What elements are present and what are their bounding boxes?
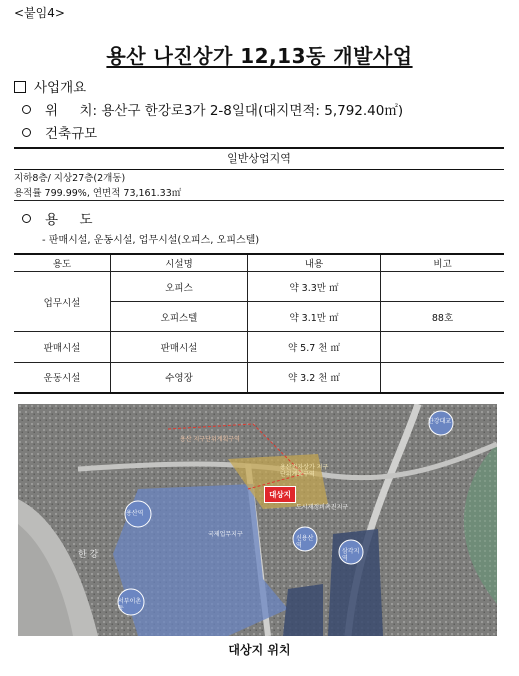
site-location-map xyxy=(18,404,497,636)
page-title: 용산 나진상가 12,13동 개발사업 xyxy=(106,44,413,68)
scale-heading: 건축규모 xyxy=(22,122,97,142)
table-row: 판매시설 판매시설 약 5.7 천 ㎡ xyxy=(14,332,504,363)
map-label: 용산역 xyxy=(126,510,144,517)
map-label: 삼각지역 xyxy=(342,548,360,562)
table-row: 오피스텔 약 3.1만 ㎡ 88호 xyxy=(14,302,504,332)
circle-bullet-icon xyxy=(22,105,31,114)
map-caption: 대상지 위치 xyxy=(228,643,291,657)
table-header: 내용 xyxy=(248,254,381,272)
use-heading: 용 도 xyxy=(22,208,93,228)
overview-heading: 사업개요 xyxy=(14,76,86,96)
map-label: 국제업무지구 xyxy=(208,531,243,538)
table-row: 운동시설 수영장 약 3.2 천 ㎡ xyxy=(14,363,504,393)
river-label: 한 강 xyxy=(78,550,99,560)
location-line: 위 치: 용산구 한강로3가 2-8일대(대지면적: 5,792.40㎡) xyxy=(22,99,403,119)
map-label: 용산 지구단위계획구역 xyxy=(180,436,240,443)
zoning-band: 일반상업지역 xyxy=(14,147,504,170)
ratio-text: 용적률 799.99%, 연면적 73,161.33㎡ xyxy=(14,188,182,199)
table-header: 시설명 xyxy=(111,254,248,272)
square-bullet-icon xyxy=(14,81,26,93)
map-label: 서부이촌동 xyxy=(118,598,142,612)
circle-bullet-icon xyxy=(22,214,31,223)
table-row: 업무시설 오피스 약 3.3만 ㎡ xyxy=(14,272,504,302)
map-label: 도시재정비촉진지구 xyxy=(296,504,349,511)
use-description: - 판매시설, 운동시설, 업무시설(오피스, 오피스텔) xyxy=(42,235,260,246)
map-label: 한강대교 xyxy=(428,418,452,425)
table-header: 비고 xyxy=(381,254,505,272)
table-header: 용도 xyxy=(14,254,111,272)
circle-bullet-icon xyxy=(22,128,31,137)
map-label: 신용산역 xyxy=(296,535,314,549)
attachment-label: <붙임4> xyxy=(14,6,65,20)
floors-text: 지하8층/ 지상27층(2개동) xyxy=(14,173,126,184)
site-marker: 대상지 xyxy=(264,486,296,503)
map-label: 용산전자상가 지구단위계획구역 xyxy=(280,464,329,478)
facility-table xyxy=(14,253,504,394)
